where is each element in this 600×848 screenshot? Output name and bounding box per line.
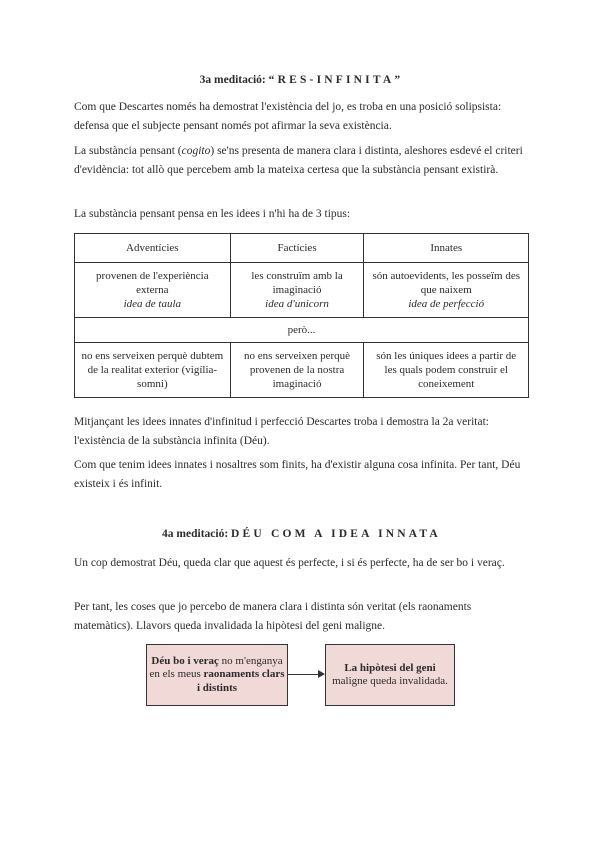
table-row — [75, 343, 529, 398]
section4-heading: 4a meditació: DÉU COM A IDEA INNATA — [162, 528, 441, 540]
header-adventicies: Adventícies — [75, 234, 231, 263]
table-cell: provenen de l'experiència externa idea de taula — [75, 263, 231, 318]
section3-paragraph-4: Mitjançant les idees innates d'infinitud i perfecció Descartes troba i demostra la 2a veritat: l'existència de la substància infinita (Déu). — [74, 416, 489, 447]
section3-paragraph-2: La substància pensant (cogito) se'ns presenta de manera clara i distinta, aleshores esdevé el criteri d'evidència: tot allò que percebem amb la mateixa certesa que la substància pensant existirà. — [74, 145, 523, 176]
section3-paragraph-1: Com que Descartes només ha demostrat l'existència del jo, es troba en una posició solipsista: defensa que el subjecte pensant només pot afirmar la seva existència. — [74, 101, 502, 132]
diagram-arrow — [287, 674, 320, 675]
table-cell: són les úniques idees a partir de les quals podem construir el coneixement — [364, 343, 529, 398]
header-innates: Innates — [364, 234, 529, 263]
section4-paragraph-2: Per tant, les coses que jo percebo de manera clara i distinta són veritat (els raonaments matemàtics). Llavors queda invalidada la hipòtesi del geni maligne. — [74, 601, 472, 632]
table-cell: són autoevidents, les posseïm des que naixem idea de perfecció — [364, 263, 529, 318]
connector-cell: però... — [75, 318, 529, 343]
section4-paragraph-1: Un cop demostrat Déu, queda clar que aquest és perfecte, i si és perfecte, ha de ser bo i veraç. — [74, 557, 505, 569]
arrowhead-icon — [318, 670, 325, 678]
diagram-box-deu: Déu bo i veraç no m'enganya en els meus raonaments clars i distints — [146, 644, 288, 706]
table-cell: les construïm amb la imaginació idea d'unicorn — [230, 263, 364, 318]
section3-paragraph-3: La substància pensant pensa en les idees i n'hi ha de 3 tipus: — [74, 208, 351, 220]
table-cell: no ens serveixen perquè provenen de la nostra imaginació — [230, 343, 364, 398]
table-row — [75, 263, 529, 318]
table-connector-row — [75, 318, 529, 343]
idea-types-table — [74, 233, 529, 398]
section3-heading: 3a meditació: “RES-INFINITA” — [199, 74, 404, 86]
header-facticies: Factícies — [230, 234, 364, 263]
table-cell: no ens serveixen perquè dubtem de la realitat exterior (vigília-somni) — [75, 343, 231, 398]
table-header-row — [75, 234, 529, 263]
diagram-box-geni: La hipòtesi del geni maligne queda invalidada. — [325, 644, 455, 706]
section3-paragraph-5: Com que tenim idees innates i nosaltres som finits, ha d'existir alguna cosa infinita. Per tant, Déu existeix i és infinit. — [74, 459, 521, 490]
